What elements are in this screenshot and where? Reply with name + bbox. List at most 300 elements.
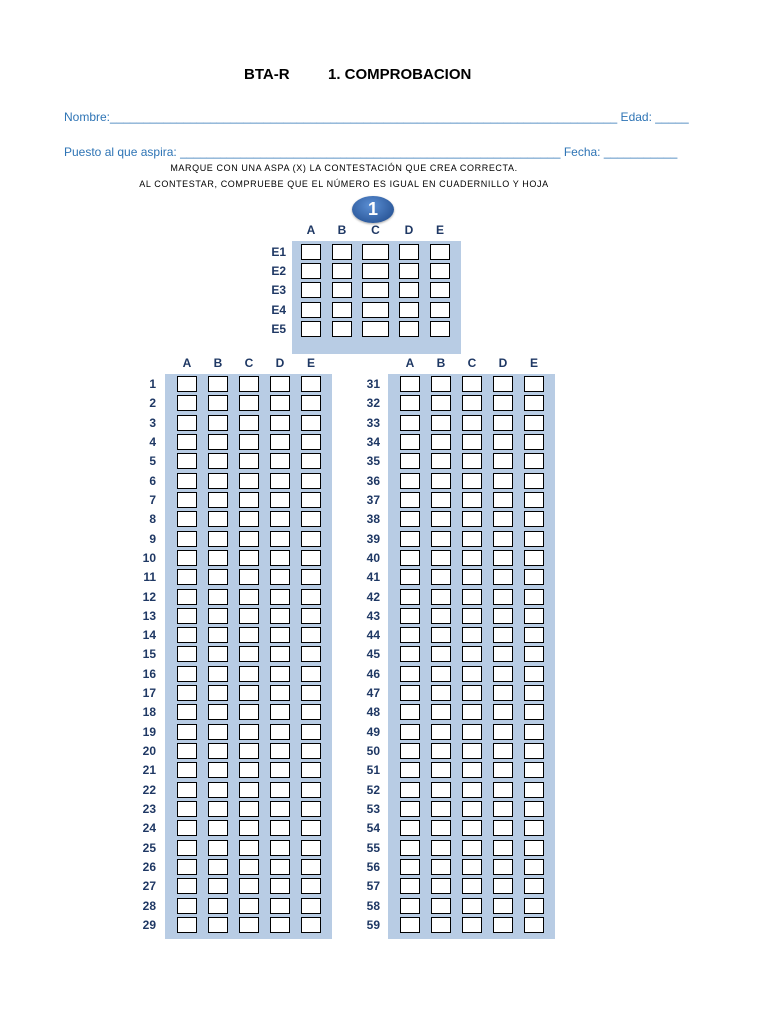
question-checkbox-22-a[interactable] [177, 782, 197, 798]
question-checkbox-10-c[interactable] [239, 550, 259, 566]
question-checkbox-27-a[interactable] [177, 878, 197, 894]
question-checkbox-52-a[interactable] [400, 782, 420, 798]
question-checkbox-52-e[interactable] [524, 782, 544, 798]
question-checkbox-29-c[interactable] [239, 917, 259, 933]
example-checkbox-e2-d[interactable] [399, 263, 419, 279]
question-checkbox-15-c[interactable] [239, 646, 259, 662]
question-checkbox-12-e[interactable] [301, 589, 321, 605]
example-checkbox-e2-b[interactable] [332, 263, 352, 279]
question-checkbox-31-e[interactable] [524, 376, 544, 392]
question-checkbox-40-d[interactable] [493, 550, 513, 566]
question-checkbox-57-b[interactable] [431, 878, 451, 894]
question-checkbox-27-e[interactable] [301, 878, 321, 894]
question-checkbox-32-c[interactable] [462, 395, 482, 411]
question-checkbox-24-a[interactable] [177, 820, 197, 836]
question-checkbox-6-d[interactable] [270, 473, 290, 489]
question-checkbox-53-d[interactable] [493, 801, 513, 817]
question-checkbox-16-a[interactable] [177, 666, 197, 682]
question-checkbox-43-e[interactable] [524, 608, 544, 624]
question-checkbox-34-c[interactable] [462, 434, 482, 450]
question-checkbox-39-e[interactable] [524, 531, 544, 547]
question-checkbox-48-e[interactable] [524, 704, 544, 720]
question-checkbox-20-c[interactable] [239, 743, 259, 759]
question-checkbox-46-a[interactable] [400, 666, 420, 682]
question-checkbox-23-c[interactable] [239, 801, 259, 817]
question-checkbox-59-a[interactable] [400, 917, 420, 933]
question-checkbox-12-b[interactable] [208, 589, 228, 605]
question-checkbox-36-a[interactable] [400, 473, 420, 489]
question-checkbox-18-b[interactable] [208, 704, 228, 720]
question-checkbox-1-b[interactable] [208, 376, 228, 392]
question-checkbox-18-a[interactable] [177, 704, 197, 720]
question-checkbox-55-a[interactable] [400, 840, 420, 856]
question-checkbox-9-b[interactable] [208, 531, 228, 547]
question-checkbox-58-b[interactable] [431, 898, 451, 914]
question-checkbox-1-a[interactable] [177, 376, 197, 392]
example-checkbox-e1-a[interactable] [301, 244, 321, 260]
question-checkbox-14-d[interactable] [270, 627, 290, 643]
question-checkbox-56-d[interactable] [493, 859, 513, 875]
question-checkbox-38-a[interactable] [400, 511, 420, 527]
question-checkbox-3-c[interactable] [239, 415, 259, 431]
question-checkbox-32-a[interactable] [400, 395, 420, 411]
question-checkbox-25-d[interactable] [270, 840, 290, 856]
question-checkbox-55-c[interactable] [462, 840, 482, 856]
question-checkbox-35-c[interactable] [462, 453, 482, 469]
question-checkbox-57-c[interactable] [462, 878, 482, 894]
question-checkbox-17-b[interactable] [208, 685, 228, 701]
question-checkbox-33-e[interactable] [524, 415, 544, 431]
question-checkbox-29-a[interactable] [177, 917, 197, 933]
question-checkbox-31-c[interactable] [462, 376, 482, 392]
question-checkbox-3-a[interactable] [177, 415, 197, 431]
example-checkbox-e3-c[interactable] [362, 282, 389, 298]
question-checkbox-2-e[interactable] [301, 395, 321, 411]
example-checkbox-e5-e[interactable] [430, 321, 450, 337]
question-checkbox-48-d[interactable] [493, 704, 513, 720]
question-checkbox-15-d[interactable] [270, 646, 290, 662]
question-checkbox-33-b[interactable] [431, 415, 451, 431]
question-checkbox-19-a[interactable] [177, 724, 197, 740]
example-checkbox-e4-d[interactable] [399, 302, 419, 318]
question-checkbox-5-d[interactable] [270, 453, 290, 469]
question-checkbox-28-b[interactable] [208, 898, 228, 914]
question-checkbox-21-e[interactable] [301, 762, 321, 778]
question-checkbox-51-b[interactable] [431, 762, 451, 778]
question-checkbox-27-d[interactable] [270, 878, 290, 894]
question-checkbox-41-e[interactable] [524, 569, 544, 585]
question-checkbox-27-c[interactable] [239, 878, 259, 894]
question-checkbox-32-e[interactable] [524, 395, 544, 411]
example-checkbox-e3-d[interactable] [399, 282, 419, 298]
question-checkbox-40-b[interactable] [431, 550, 451, 566]
question-checkbox-59-d[interactable] [493, 917, 513, 933]
question-checkbox-19-c[interactable] [239, 724, 259, 740]
question-checkbox-9-e[interactable] [301, 531, 321, 547]
question-checkbox-39-c[interactable] [462, 531, 482, 547]
question-checkbox-33-c[interactable] [462, 415, 482, 431]
question-checkbox-57-d[interactable] [493, 878, 513, 894]
question-checkbox-53-b[interactable] [431, 801, 451, 817]
question-checkbox-58-a[interactable] [400, 898, 420, 914]
question-checkbox-15-e[interactable] [301, 646, 321, 662]
question-checkbox-52-d[interactable] [493, 782, 513, 798]
question-checkbox-39-a[interactable] [400, 531, 420, 547]
question-checkbox-7-b[interactable] [208, 492, 228, 508]
question-checkbox-20-a[interactable] [177, 743, 197, 759]
question-checkbox-24-e[interactable] [301, 820, 321, 836]
question-checkbox-17-c[interactable] [239, 685, 259, 701]
question-checkbox-16-e[interactable] [301, 666, 321, 682]
question-checkbox-14-c[interactable] [239, 627, 259, 643]
example-checkbox-e2-c[interactable] [362, 263, 389, 279]
question-checkbox-29-b[interactable] [208, 917, 228, 933]
question-checkbox-48-a[interactable] [400, 704, 420, 720]
question-checkbox-20-b[interactable] [208, 743, 228, 759]
question-checkbox-40-e[interactable] [524, 550, 544, 566]
question-checkbox-4-c[interactable] [239, 434, 259, 450]
question-checkbox-41-b[interactable] [431, 569, 451, 585]
question-checkbox-21-d[interactable] [270, 762, 290, 778]
question-checkbox-46-b[interactable] [431, 666, 451, 682]
question-checkbox-7-c[interactable] [239, 492, 259, 508]
question-checkbox-2-c[interactable] [239, 395, 259, 411]
question-checkbox-45-c[interactable] [462, 646, 482, 662]
question-checkbox-52-b[interactable] [431, 782, 451, 798]
question-checkbox-22-d[interactable] [270, 782, 290, 798]
question-checkbox-25-a[interactable] [177, 840, 197, 856]
question-checkbox-6-b[interactable] [208, 473, 228, 489]
question-checkbox-2-d[interactable] [270, 395, 290, 411]
example-checkbox-e5-c[interactable] [362, 321, 389, 337]
question-checkbox-47-e[interactable] [524, 685, 544, 701]
question-checkbox-19-b[interactable] [208, 724, 228, 740]
question-checkbox-26-b[interactable] [208, 859, 228, 875]
question-checkbox-24-d[interactable] [270, 820, 290, 836]
question-checkbox-11-c[interactable] [239, 569, 259, 585]
question-checkbox-35-b[interactable] [431, 453, 451, 469]
question-checkbox-8-b[interactable] [208, 511, 228, 527]
question-checkbox-19-d[interactable] [270, 724, 290, 740]
question-checkbox-4-a[interactable] [177, 434, 197, 450]
question-checkbox-45-b[interactable] [431, 646, 451, 662]
question-checkbox-50-a[interactable] [400, 743, 420, 759]
question-checkbox-13-d[interactable] [270, 608, 290, 624]
example-checkbox-e2-e[interactable] [430, 263, 450, 279]
question-checkbox-43-d[interactable] [493, 608, 513, 624]
question-checkbox-25-c[interactable] [239, 840, 259, 856]
question-checkbox-36-b[interactable] [431, 473, 451, 489]
question-checkbox-46-d[interactable] [493, 666, 513, 682]
question-checkbox-51-d[interactable] [493, 762, 513, 778]
question-checkbox-22-e[interactable] [301, 782, 321, 798]
question-checkbox-12-c[interactable] [239, 589, 259, 605]
question-checkbox-9-a[interactable] [177, 531, 197, 547]
question-checkbox-13-c[interactable] [239, 608, 259, 624]
question-checkbox-55-e[interactable] [524, 840, 544, 856]
question-checkbox-28-e[interactable] [301, 898, 321, 914]
question-checkbox-18-c[interactable] [239, 704, 259, 720]
question-checkbox-57-e[interactable] [524, 878, 544, 894]
question-checkbox-11-b[interactable] [208, 569, 228, 585]
question-checkbox-13-b[interactable] [208, 608, 228, 624]
example-checkbox-e4-e[interactable] [430, 302, 450, 318]
question-checkbox-11-a[interactable] [177, 569, 197, 585]
question-checkbox-16-c[interactable] [239, 666, 259, 682]
question-checkbox-24-c[interactable] [239, 820, 259, 836]
question-checkbox-11-d[interactable] [270, 569, 290, 585]
question-checkbox-50-d[interactable] [493, 743, 513, 759]
question-checkbox-23-e[interactable] [301, 801, 321, 817]
question-checkbox-47-a[interactable] [400, 685, 420, 701]
question-checkbox-5-a[interactable] [177, 453, 197, 469]
question-checkbox-34-b[interactable] [431, 434, 451, 450]
question-checkbox-7-e[interactable] [301, 492, 321, 508]
question-checkbox-21-b[interactable] [208, 762, 228, 778]
example-checkbox-e3-a[interactable] [301, 282, 321, 298]
question-checkbox-2-a[interactable] [177, 395, 197, 411]
question-checkbox-29-d[interactable] [270, 917, 290, 933]
question-checkbox-59-b[interactable] [431, 917, 451, 933]
question-checkbox-53-e[interactable] [524, 801, 544, 817]
question-checkbox-38-e[interactable] [524, 511, 544, 527]
question-checkbox-24-b[interactable] [208, 820, 228, 836]
example-checkbox-e5-b[interactable] [332, 321, 352, 337]
question-checkbox-10-a[interactable] [177, 550, 197, 566]
question-checkbox-43-b[interactable] [431, 608, 451, 624]
question-checkbox-25-e[interactable] [301, 840, 321, 856]
question-checkbox-44-b[interactable] [431, 627, 451, 643]
question-checkbox-21-a[interactable] [177, 762, 197, 778]
question-checkbox-46-e[interactable] [524, 666, 544, 682]
question-checkbox-59-c[interactable] [462, 917, 482, 933]
question-checkbox-3-b[interactable] [208, 415, 228, 431]
question-checkbox-45-e[interactable] [524, 646, 544, 662]
question-checkbox-14-b[interactable] [208, 627, 228, 643]
question-checkbox-45-d[interactable] [493, 646, 513, 662]
question-checkbox-5-c[interactable] [239, 453, 259, 469]
example-checkbox-e1-d[interactable] [399, 244, 419, 260]
example-checkbox-e1-b[interactable] [332, 244, 352, 260]
question-checkbox-35-a[interactable] [400, 453, 420, 469]
question-checkbox-58-c[interactable] [462, 898, 482, 914]
question-checkbox-10-b[interactable] [208, 550, 228, 566]
question-checkbox-32-b[interactable] [431, 395, 451, 411]
question-checkbox-3-e[interactable] [301, 415, 321, 431]
question-checkbox-17-a[interactable] [177, 685, 197, 701]
question-checkbox-44-e[interactable] [524, 627, 544, 643]
question-checkbox-7-a[interactable] [177, 492, 197, 508]
question-checkbox-8-d[interactable] [270, 511, 290, 527]
question-checkbox-34-e[interactable] [524, 434, 544, 450]
question-checkbox-54-d[interactable] [493, 820, 513, 836]
question-checkbox-36-e[interactable] [524, 473, 544, 489]
question-checkbox-43-c[interactable] [462, 608, 482, 624]
position-date-field[interactable]: Puesto al que aspira: _________________________________________________________ Fecha: ___________ [64, 145, 678, 159]
question-checkbox-31-d[interactable] [493, 376, 513, 392]
question-checkbox-18-d[interactable] [270, 704, 290, 720]
question-checkbox-16-d[interactable] [270, 666, 290, 682]
question-checkbox-31-a[interactable] [400, 376, 420, 392]
question-checkbox-23-d[interactable] [270, 801, 290, 817]
example-checkbox-e1-e[interactable] [430, 244, 450, 260]
question-checkbox-32-d[interactable] [493, 395, 513, 411]
example-checkbox-e4-c[interactable] [362, 302, 389, 318]
question-checkbox-49-a[interactable] [400, 724, 420, 740]
question-checkbox-28-a[interactable] [177, 898, 197, 914]
question-checkbox-53-c[interactable] [462, 801, 482, 817]
question-checkbox-16-b[interactable] [208, 666, 228, 682]
question-checkbox-50-e[interactable] [524, 743, 544, 759]
question-checkbox-49-d[interactable] [493, 724, 513, 740]
question-checkbox-37-a[interactable] [400, 492, 420, 508]
question-checkbox-19-e[interactable] [301, 724, 321, 740]
question-checkbox-56-e[interactable] [524, 859, 544, 875]
question-checkbox-44-d[interactable] [493, 627, 513, 643]
question-checkbox-13-e[interactable] [301, 608, 321, 624]
question-checkbox-5-e[interactable] [301, 453, 321, 469]
question-checkbox-7-d[interactable] [270, 492, 290, 508]
question-checkbox-4-b[interactable] [208, 434, 228, 450]
example-checkbox-e3-e[interactable] [430, 282, 450, 298]
question-checkbox-38-d[interactable] [493, 511, 513, 527]
question-checkbox-38-c[interactable] [462, 511, 482, 527]
question-checkbox-48-c[interactable] [462, 704, 482, 720]
question-checkbox-42-d[interactable] [493, 589, 513, 605]
question-checkbox-52-c[interactable] [462, 782, 482, 798]
question-checkbox-51-a[interactable] [400, 762, 420, 778]
question-checkbox-49-c[interactable] [462, 724, 482, 740]
question-checkbox-8-e[interactable] [301, 511, 321, 527]
question-checkbox-17-e[interactable] [301, 685, 321, 701]
question-checkbox-4-d[interactable] [270, 434, 290, 450]
question-checkbox-26-c[interactable] [239, 859, 259, 875]
question-checkbox-26-d[interactable] [270, 859, 290, 875]
question-checkbox-15-b[interactable] [208, 646, 228, 662]
question-checkbox-10-d[interactable] [270, 550, 290, 566]
question-checkbox-28-c[interactable] [239, 898, 259, 914]
question-checkbox-37-c[interactable] [462, 492, 482, 508]
question-checkbox-34-d[interactable] [493, 434, 513, 450]
question-checkbox-6-c[interactable] [239, 473, 259, 489]
question-checkbox-47-b[interactable] [431, 685, 451, 701]
question-checkbox-14-e[interactable] [301, 627, 321, 643]
question-checkbox-41-a[interactable] [400, 569, 420, 585]
question-checkbox-42-c[interactable] [462, 589, 482, 605]
question-checkbox-36-d[interactable] [493, 473, 513, 489]
question-checkbox-41-d[interactable] [493, 569, 513, 585]
example-checkbox-e4-a[interactable] [301, 302, 321, 318]
example-checkbox-e4-b[interactable] [332, 302, 352, 318]
question-checkbox-43-a[interactable] [400, 608, 420, 624]
question-checkbox-1-e[interactable] [301, 376, 321, 392]
question-checkbox-22-c[interactable] [239, 782, 259, 798]
question-checkbox-21-c[interactable] [239, 762, 259, 778]
question-checkbox-20-e[interactable] [301, 743, 321, 759]
question-checkbox-55-b[interactable] [431, 840, 451, 856]
example-checkbox-e3-b[interactable] [332, 282, 352, 298]
question-checkbox-59-e[interactable] [524, 917, 544, 933]
question-checkbox-50-b[interactable] [431, 743, 451, 759]
question-checkbox-22-b[interactable] [208, 782, 228, 798]
question-checkbox-44-a[interactable] [400, 627, 420, 643]
question-checkbox-42-e[interactable] [524, 589, 544, 605]
question-checkbox-20-d[interactable] [270, 743, 290, 759]
question-checkbox-37-e[interactable] [524, 492, 544, 508]
question-checkbox-8-c[interactable] [239, 511, 259, 527]
question-checkbox-40-c[interactable] [462, 550, 482, 566]
question-checkbox-31-b[interactable] [431, 376, 451, 392]
question-checkbox-56-a[interactable] [400, 859, 420, 875]
question-checkbox-11-e[interactable] [301, 569, 321, 585]
question-checkbox-1-d[interactable] [270, 376, 290, 392]
question-checkbox-9-d[interactable] [270, 531, 290, 547]
question-checkbox-53-a[interactable] [400, 801, 420, 817]
example-checkbox-e1-c[interactable] [362, 244, 389, 260]
question-checkbox-55-d[interactable] [493, 840, 513, 856]
question-checkbox-1-c[interactable] [239, 376, 259, 392]
question-checkbox-26-a[interactable] [177, 859, 197, 875]
question-checkbox-13-a[interactable] [177, 608, 197, 624]
question-checkbox-54-e[interactable] [524, 820, 544, 836]
question-checkbox-49-e[interactable] [524, 724, 544, 740]
question-checkbox-58-e[interactable] [524, 898, 544, 914]
question-checkbox-2-b[interactable] [208, 395, 228, 411]
question-checkbox-12-d[interactable] [270, 589, 290, 605]
question-checkbox-18-e[interactable] [301, 704, 321, 720]
question-checkbox-36-c[interactable] [462, 473, 482, 489]
question-checkbox-23-b[interactable] [208, 801, 228, 817]
question-checkbox-42-a[interactable] [400, 589, 420, 605]
question-checkbox-51-c[interactable] [462, 762, 482, 778]
question-checkbox-48-b[interactable] [431, 704, 451, 720]
question-checkbox-47-d[interactable] [493, 685, 513, 701]
question-checkbox-44-c[interactable] [462, 627, 482, 643]
question-checkbox-6-e[interactable] [301, 473, 321, 489]
question-checkbox-45-a[interactable] [400, 646, 420, 662]
question-checkbox-46-c[interactable] [462, 666, 482, 682]
question-checkbox-57-a[interactable] [400, 878, 420, 894]
question-checkbox-27-b[interactable] [208, 878, 228, 894]
question-checkbox-37-d[interactable] [493, 492, 513, 508]
question-checkbox-4-e[interactable] [301, 434, 321, 450]
question-checkbox-34-a[interactable] [400, 434, 420, 450]
question-checkbox-37-b[interactable] [431, 492, 451, 508]
question-checkbox-49-b[interactable] [431, 724, 451, 740]
question-checkbox-58-d[interactable] [493, 898, 513, 914]
name-age-field[interactable]: Nombre:____________________________________________________________________________ Edad: _____ [64, 110, 689, 124]
question-checkbox-14-a[interactable] [177, 627, 197, 643]
question-checkbox-40-a[interactable] [400, 550, 420, 566]
question-checkbox-5-b[interactable] [208, 453, 228, 469]
question-checkbox-54-a[interactable] [400, 820, 420, 836]
question-checkbox-39-d[interactable] [493, 531, 513, 547]
question-checkbox-23-a[interactable] [177, 801, 197, 817]
example-checkbox-e2-a[interactable] [301, 263, 321, 279]
question-checkbox-39-b[interactable] [431, 531, 451, 547]
question-checkbox-15-a[interactable] [177, 646, 197, 662]
question-checkbox-10-e[interactable] [301, 550, 321, 566]
question-checkbox-6-a[interactable] [177, 473, 197, 489]
question-checkbox-26-e[interactable] [301, 859, 321, 875]
question-checkbox-56-b[interactable] [431, 859, 451, 875]
question-checkbox-12-a[interactable] [177, 589, 197, 605]
question-checkbox-38-b[interactable] [431, 511, 451, 527]
question-checkbox-28-d[interactable] [270, 898, 290, 914]
question-checkbox-51-e[interactable] [524, 762, 544, 778]
example-checkbox-e5-a[interactable] [301, 321, 321, 337]
question-checkbox-56-c[interactable] [462, 859, 482, 875]
